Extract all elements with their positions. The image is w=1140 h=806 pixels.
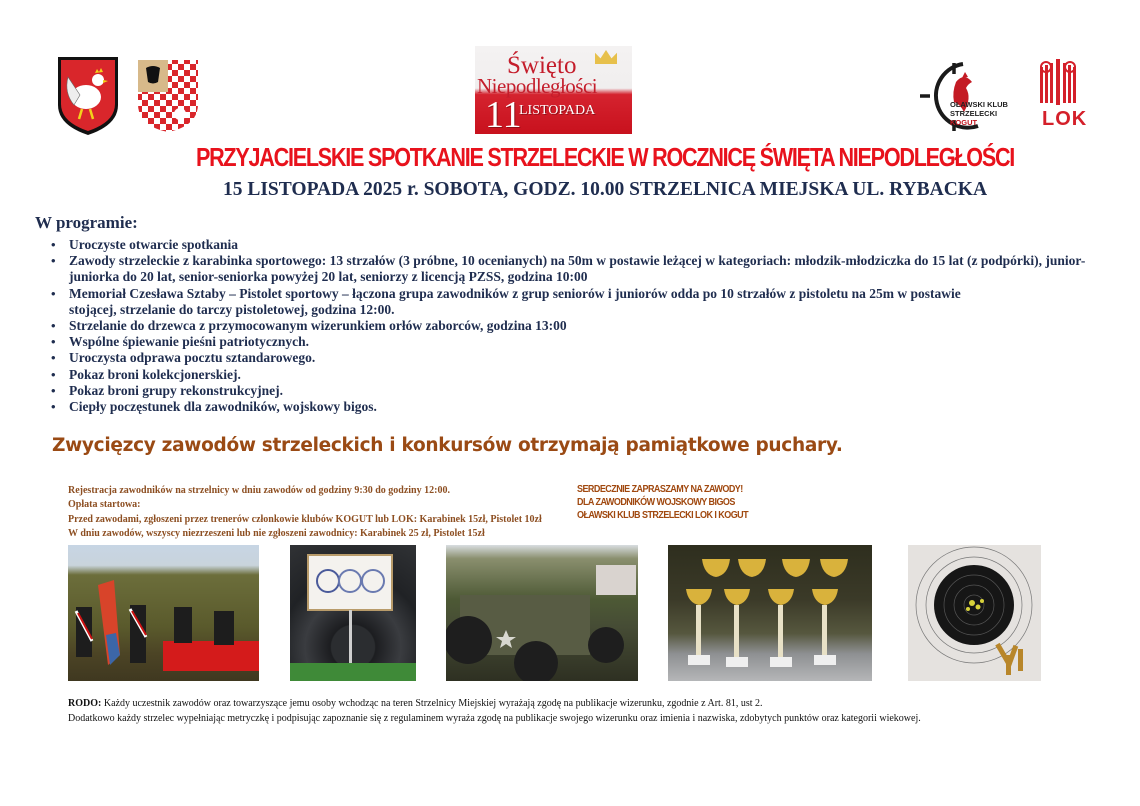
program-item: • Zawody strzeleckie z karabinka sportowego: 13 strzałów (3 próbne, 10 ocenianych) na 50m w postawie leżącej w kategoriach: młodzik-młodziczka do 15 lat (z podpórki), junior-juniorka do 20 lat, senior-seniorka powyżej 20 lat, seniorzy z licencją PZSS, godzina 10:00 <box>50 253 1100 285</box>
gdpr-line2: Dodatkowo każdy strzelec wypełniając metryczkę i podpisując zapoznanie się z regulaminem wyraża zgodę na publikacje swojego wizerunku oraz imienia i nazwiska, zdobytych punktów oraz kategorii wiekowej. <box>68 712 921 724</box>
banner-line2: Niepodległości <box>477 74 598 98</box>
banner-day: 11 <box>485 94 522 134</box>
program-item: • Pokaz broni kolekcjonerskiej. <box>50 367 1100 383</box>
program-item: • Uroczysta odprawa pocztu sztandarowego. <box>50 350 1100 366</box>
crown-icon <box>595 50 617 64</box>
gdpr-notice <box>68 697 921 726</box>
gdpr-line1: Każdy uczestnik zawodów oraz towarzyszące jemu osoby wchodząc na teren Strzelnicy Miejskiej wyrażają zgodę na publikacje wizerunku, zgodnie z Art. 81, ust 2. <box>101 698 763 709</box>
trophies-photo <box>668 545 872 681</box>
registration-info <box>68 484 542 540</box>
olawa-town-crest-icon <box>56 55 120 137</box>
invitation-note: SERDECZNIE ZAPRASZAMY NA ZAWODY! DLA ZAWODNIKÓW WOJSKOWY BIGOS OŁAWSKI KLUB STRZELECKI LOK I KOGUT <box>577 484 749 521</box>
event-date-location: 15 LISTOPADA 2025 r. SOBOTA, GODZ. 10.00 STRZELNICA MIEJSKA UL. RYBACKA <box>222 179 988 200</box>
program-item: • Pokaz broni grupy rekonstrukcyjnej. <box>50 383 1100 399</box>
fee-heading: Opłata startowa: <box>68 498 141 510</box>
fee-non-members: W dniu zawodów, wszyscy niezrzeszeni lub nie zgłoszeni zawodnicy: Karabinek 25 zł, Pistolet 15zł <box>68 527 485 539</box>
program-item: • Wspólne śpiewanie pieśni patriotycznych. <box>50 334 1100 350</box>
target-photo <box>908 545 1041 681</box>
event-title: PRZYJACIELSKIE SPOTKANIE STRZELECKIE W ROCZNICĘ ŚWIĘTA NIEPODLEGŁOŚCI <box>195 142 1015 172</box>
kogut-club-name: OŁAWSKI KLUB STRZELECKI KOGUT <box>950 100 1008 127</box>
banner-month: LISTOPADA <box>519 103 596 118</box>
program-item: • Uroczyste otwarcie spotkania <box>50 237 1100 253</box>
ceremony-photo <box>68 545 259 681</box>
program-heading: W programie: <box>35 213 138 232</box>
program-item: • Strzelanie do drzewca z przymocowanym wizerunkiem orłów zaborców, godzina 13:00 <box>50 318 1100 334</box>
banner-line1: Święto <box>507 52 577 79</box>
lok-label: LOK <box>1042 108 1088 130</box>
program-list <box>50 237 1100 415</box>
eagles-target-photo <box>290 545 416 681</box>
prizes-note: Zwycięzcy zawodów strzeleckich i konkursów otrzymają pamiątkowe puchary. <box>52 435 843 456</box>
olawa-county-crest-icon <box>136 58 200 134</box>
fee-members: Przed zawodami, zgłoszeni przez trenerów członkowie klubów KOGUT lub LOK: Karabinek 15zł, Pistolet 10zł <box>68 514 542 525</box>
program-item: • Ciepły poczęstunek dla zawodników, wojskowy bigos. <box>50 399 1100 415</box>
program-item: • Memoriał Czesława Sztaby – Pistolet sportowy – łączona grupa zawodników z grup seniorów i juniorów odda po 10 strzałów z pistoletu na 25m w postawie stojącej, strzelanie do tarczy pistoletowej, godzina 12:00. <box>50 286 1010 318</box>
jeep-photo <box>446 545 638 681</box>
independence-day-banner <box>475 46 632 134</box>
gdpr-label: RODO: <box>68 698 102 709</box>
registration-time: Rejestracja zawodników na strzelnicy w dniu zawodów od godziny 9:30 do godziny 12:00. <box>68 485 450 496</box>
